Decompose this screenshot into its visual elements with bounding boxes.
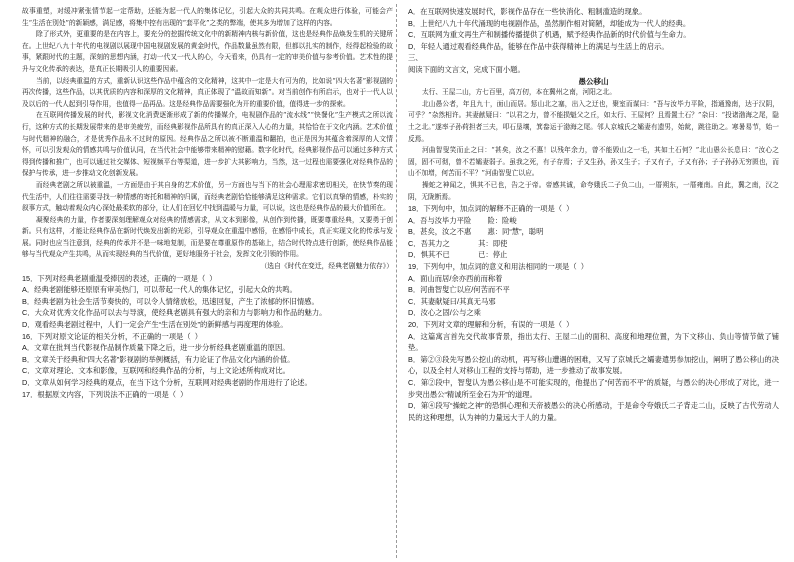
question-stem: 16．下列对原文论证的相关分析，不正确的一项是（ ）: [22, 331, 202, 341]
question-18: [408, 203, 779, 261]
option-c[interactable]: C．吾其力之 其：即使: [408, 238, 508, 248]
reading-passage: [22, 6, 393, 261]
option-b[interactable]: B．甚矣，汝之不惠 惠：同“慧”，聪明: [408, 227, 544, 237]
option-c[interactable]: C．其妻献疑曰/其真无马邪: [408, 296, 496, 306]
question-stem: 15．下列对经典老剧重温受捧因的表述，正确的一项是（ ）: [22, 273, 217, 283]
question-stem: 17．根据原文内容，下列说法不正确的一项是（ ）: [22, 389, 188, 399]
left-column: [22, 6, 393, 558]
right-column: [408, 6, 779, 558]
passage-paragraph: 故事重塑，对缓冲紧张情节起一定帮助，还能为起一代人的集体记忆，引起大众的共同共鸣。在观众进行体验，可能会产生“生活在别处”的新颖感，满足感，将集中控有出现的“套平化”之类的弊端，使其多为增加了这样的内容。: [22, 7, 393, 27]
option-b[interactable]: B．文章关于经典和“四大名著”影视剧的举例概括，有力论证了作品文化内涵的价值。: [22, 354, 295, 364]
option-a[interactable]: A．吾与汝毕力平险 险：险峻: [408, 215, 517, 225]
option-a[interactable]: A．在互联网快速发展时代，影视作品存在一些快消化、粗制滥造的现象。: [408, 7, 647, 16]
classical-passage: [408, 87, 779, 203]
option-d[interactable]: D．文章从如何学习经典的观点，在当下这个分析，互联网对经典老剧的作用进行了论述。: [22, 378, 312, 387]
option-d[interactable]: D．观看经典老剧过程中，人们一定会产生“生活在别处”的新鲜感与再度理的体验。: [22, 320, 288, 330]
option-b[interactable]: B．上世纪八九十年代涌现的电视剧作品，虽然制作相对简陋，却能成为一代人的经典。: [408, 18, 691, 28]
question-20: [408, 319, 779, 423]
column-divider: [396, 4, 397, 558]
question-stem: 18．下列句中，加点词的解释不正确的一项是（ ）: [408, 204, 574, 214]
passage-paragraph: 凝聚经典的力量，作者要深刻理解观众对经典的情感需求，从文本到影像，从创作到传播，既要尊重经典，又要勇于创新。只有这样，才能让经典作品在新时代焕发出新的光彩，引导观众在重温中感悟，在感悟中成长，真正实现文化的传承与发展。同时也应当注意到，经典的传承并不是一味地复制，而是要在尊重原作的基础上，结合时代特点进行创新，使经典作品能够与当代观众产生共鸣，从而实现经典的当代价值，更好地服务于社会，发挥文化引领的作用。: [22, 215, 393, 259]
option-b[interactable]: B．经典老剧为社会生活节奏快的，可以令人情绪放松，迅速回复，产生了浓郁的怀旧情感。: [22, 296, 319, 306]
option-d[interactable]: D．年轻人通过观看经典作品，能够在作品中获得精神上的满足与生活上的启示。: [408, 41, 669, 51]
option-d[interactable]: D．第④段写“操蛇之神”的恐惧心理和天帝被愚公的决心所感动，于是命令夸娥氏二子背走二山，反映了古代劳动人民的这种理想，认为神的力量远大于人的力量。: [408, 401, 779, 422]
option-c[interactable]: C．互联网为重文再生产和制播传播提供了机遇，赋予经典作品新的时代价值与生命力。: [408, 30, 691, 40]
question-19: [408, 261, 779, 319]
question-17: [22, 389, 393, 401]
question-16: [22, 331, 393, 389]
passage-paragraph: 当前，以经典重温的方式，重新认识这些作品中蕴含的文化精神，这其中一定是大有可为的，比如说“四大名著”影视剧的再次传播，这些作品，以其优质的内容和深厚的文化精神，真正体现了“温故而知新”。对当前创作有所启示，也对于一代人以及以后的一代人起到引导作用，也值得一品再品。这是经典作品需要强化为开的重要价值，值得进一步的探索。: [22, 76, 393, 108]
option-b[interactable]: B．河曲智叟亡以应/何苦而不平: [408, 285, 510, 295]
passage-source: （选自《时代在变迁，经典老剧魅力依存》）: [260, 262, 393, 271]
question-stem: 20．下列对文章的理解和分析，有误的一项是（ ）: [408, 320, 574, 330]
classical-text-title: 愚公移山: [578, 76, 609, 86]
option-b[interactable]: B．第②③段先写愚公挖山的动机，再写移山遭遇的困难，又写了京城氏之孀妻遣男参加挖山，阐明了愚公移山的决心，以及全村人对移山工程的支持与帮助，进一步推动了故事发展。: [408, 354, 779, 376]
passage-paragraph: 河曲智叟笑而止之曰：“甚矣，汝之不惠！以残年余力，曾不能毁山之一毛，其如土石何？”北山愚公长息曰：“汝心之固，固不可彻，曾不若孀妻弱子。虽我之死，有子存焉；子又生孙，孙又生子；子又有子，子又有孙；子子孙孙无穷匮也，而山不加增，何苦而不平？”河曲智叟亡以应。: [408, 146, 779, 178]
question-15: [22, 273, 393, 331]
passage-paragraph: 而经典老剧之所以被重温，一方面是由于其自身的艺术价值，另一方面也与当下的社会心理需求密切相关，在快节奏的现代生活中，人们往往需要寻找一种情感的寄托和精神的归属，而经典老剧恰恰能够满足这种需求。它们以真挚的情感，朴实的叙事方式，触动着观众内心深处最柔软的部分，让人们在回忆中找到温暖与力量，可以说，这也是经典作品的最大价值所在。: [22, 180, 393, 213]
question-stem: 19．下列句中，加点词的意义和用法相同的一项是（ ）: [408, 262, 588, 272]
option-a[interactable]: A．这篇寓言首先交代故事背景，指出太行、王屋二山的面积、高度和地理位置，为下文移山、负山等情节做了铺垫。: [408, 331, 779, 353]
option-c[interactable]: C．第②段中，智叟认为愚公移山是不可能实现的，他提出了“何苦而不平”的质疑，与愚公的决心形成了对比，进一步突出愚公“精诚所至金石为开”的道理。: [408, 378, 779, 399]
passage-paragraph: 在互联网传播发展的时代，影视文化消费逐渐形成了新的传播媒介，电视剧作品的“流水线”“快餐化”生产模式之所以流行，这种方式的长期发展带来的是审美疲劳，而经典影视作品所具有的真正深入人心的力量，其恰恰在于文化内涵。艺术价值与时代精神的融合，才是优秀作品永不过时的原因。经典作品之所以被不断重温和翻拍，也正是因为其蕴含着深厚的人文情怀，可以引发观众的情感共鸣与价值认同，在当代社会中能够带来精神的慰藉。数字化时代，经典影视作品可以通过多种方式得到传播和推广，也可以通过社交媒体、短视频平台等渠道，进一步扩大其影响力，当然，这一过程也需要强化对经典作品的保护与传承，进一步推动文化创新发展。: [22, 111, 393, 178]
option-a[interactable]: A．经典老剧能够还原原有审美热门，可以带起一代人的集体记忆，引起大众的共鸣。: [22, 285, 297, 295]
option-d[interactable]: D．汝心之固/公与之乘: [408, 308, 481, 318]
option-a[interactable]: A．文章在批判当代影视作品制作质量下降之后，进一步分析经典老剧重温的原因。: [22, 343, 290, 353]
question-17-options: [408, 6, 779, 52]
section-instruction: 阅读下面的文言文，完成下面小题。: [408, 64, 525, 74]
option-c[interactable]: C．文章对理论、文本和影像，互联网和经典作品的分析，与上文论述所构成对比。: [22, 366, 290, 376]
passage-paragraph: 除了形式外，更重要的是在内容上，要充分的挖掘传统文化中的新精神内核与新价值，这也是经典作品焕发生机的关键所在。上世纪八九十年代的电视剧以展现中国电视剧发展的黄金时代，作品数量虽然有限，但都以扎实的制作，经得起检验的故事，紧跟时代的主题，深刻的思想内涵，打动一代又一代人的心，今天看来，仍具有一定的审美价值与参考价值。艺术性的提升与文化传承的表达，是真正长期吸引人的重要因素。: [22, 30, 393, 73]
option-a[interactable]: A．面山而居/余亦西前而称着: [408, 273, 503, 283]
passage-paragraph: 北山愚公者，年且九十，面山而居。惩山北之塞，出入之迂也，聚室而谋曰：“吾与汝毕力平险，指通豫南，达于汉阴，可乎？”杂然相许。其妻献疑曰：“以君之力，曾不能损魁父之丘，如太行、王屋何？且焉置土石？”杂曰：“投诸渤海之尾，隐土之北。”遂率子孙荷担者三夫，叩石垦壤，箕畚运于渤海之尾。邻人京城氏之孀妻有遗男，始龀，跳往助之。寒暑易节，始一反焉。: [408, 99, 779, 143]
option-c[interactable]: C．大众对优秀文化作品可以去与导演，使经典老剧具有强大的亲和力与影响力和作品的魅力。: [22, 308, 327, 318]
option-d[interactable]: D．惧其不已 已：停止: [408, 250, 508, 260]
passage-paragraph: 太行、王屋二山，方七百里，高万仞，本在冀州之南，河阳之北。: [422, 88, 616, 97]
section-marker: 三、: [408, 53, 423, 63]
passage-paragraph: 操蛇之神闻之，惧其不已也，告之于帝。帝感其诚，命夸娥氏二子负二山，一厝朔东，一厝雍南。自此，冀之南，汉之阴，无陇断焉。: [408, 180, 779, 201]
